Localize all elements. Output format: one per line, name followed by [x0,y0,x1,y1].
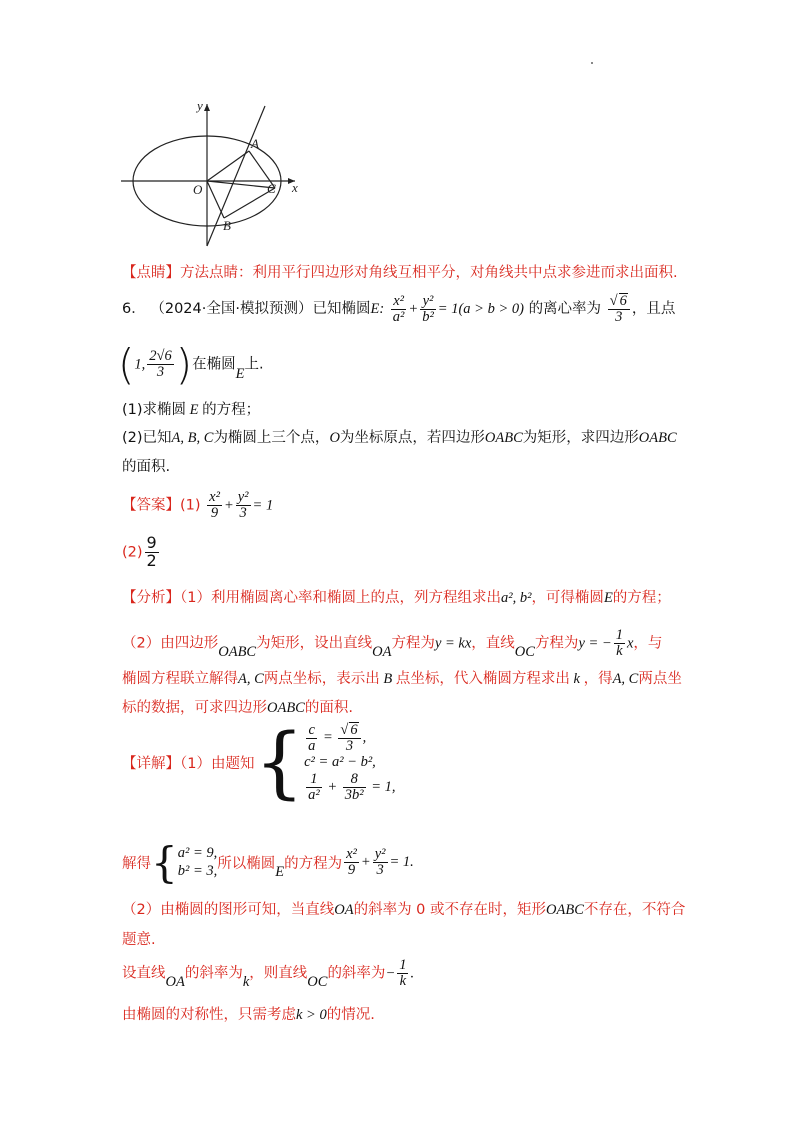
analysis-2c: 方程为 [391,635,435,652]
problem-source: （2024·全国·模拟预测）已知椭圆 [150,301,371,318]
analysis-line4: 标的数据，可求四边形OABC的面积. [122,700,353,716]
analysis-1b: ，可得椭圆 [531,590,604,606]
analysis-line1: 【分析】（1）利用椭圆离心率和椭圆上的点，列方程组求出a², b²，可得椭圆E的方程； [122,590,671,606]
problem-6-line2: (1, $\frac{2√6}{3}$ )在椭圆E上. [118,340,264,389]
problem-6-line1: 6． （2024·全国·模拟预测）已知椭圆E: $\frac{\text{x²}}{\text{a²}}$ + $\frac{\text{y²}}{\text{b²}}$ = 1(a > b > 0) 的离心率为 $\frac{√ 6}{3}$ ，且点 [122,292,676,326]
detail-set-a: 设直线 [122,965,166,982]
q2-quad-2: OABC [638,430,677,446]
dianjing-line [122,261,678,282]
q2-label: (2) [122,430,143,446]
question-2-line1 [122,426,677,447]
eccentricity-value: $\frac{√ 6}{3}$ [608,293,630,325]
analysis-2b: 为矩形，设出直线 [256,635,373,652]
analysis-4b: 的面积. [304,700,353,716]
ellipse-condition: (a > b > 0) [458,301,524,318]
analysis-4a: 标的数据，可求四边形 [122,700,267,716]
label-o: O [193,182,203,197]
answer-tag: 【答案】 [122,497,180,514]
detail-solve-line: 解得{ a² = 9, b² = 3, 所以椭圆E的方程为 $\frac{\text{x²}}{9}$ + $\frac{\text{y²}}{3}$ = 1. [122,838,414,887]
detail-tag: 【详解】 [122,756,180,773]
detail-eq-of: 的方程为 [284,856,343,872]
dianjing-tag: 【点睛】 [122,265,180,281]
q2-text5: 的面积. [122,459,171,475]
dianjing-text: 方法点睛：利用平行四边形对角线互相平分，对角线共中点求参进而求出面积. [180,265,678,281]
detail-p2-line2 [122,928,156,949]
point-text: ，且点 [631,301,676,318]
segment-oa [207,151,249,181]
analysis-tag: 【分析】 [122,590,180,606]
detail-block: 【详解】（1）由题知{ $\frac{c}{a}$ = $\frac{√ 6}{3}$ , c² = a² − b², $\frac{1}{\text{a²}}$ + $\frac{8}{\text{3b²}}$ = 1, [122,717,396,808]
on-ellipse-text: 在椭圆 [192,356,236,373]
q2-quad: OABC [484,430,523,446]
q2-text2: 为椭圆上三个点， [213,430,330,446]
detail-set-b: 的斜率为 [184,965,243,982]
detail-intro: （1）由题知 [180,756,255,773]
y-arrow [204,104,210,111]
analysis-3b: 两点坐标，表示出 [263,671,380,687]
x2-over-a2: $\frac{\text{x²}}{\text{a²}}$ [392,292,405,325]
solve-system: a² = 9, b² = 3, [177,845,218,879]
analysis-1a: （1）利用椭圆离心率和椭圆上的点，列方程组求出 [180,590,501,606]
analysis-line2: （2）由四边形OABC为矩形，设出直线OA方程为y = kx，直线OC方程为y = − $\frac{1}{k}$ x，与 [122,627,663,660]
segment-oc [207,181,275,188]
problem-number: 6． [122,301,146,318]
on-ellipse-end: 上. [244,356,264,373]
detail-p2c: 不存在，不符合 [583,902,686,918]
q2-text3: 为坐标原点，若四边形 [339,430,485,446]
detail-sym-line: 由椭圆的对称性，只需考虑k > 0的情况. [122,1007,375,1023]
point-y: $\frac{2√6}{3}$ [149,347,172,380]
question-1: (1)求椭圆 E 的方程； [122,402,261,418]
detail-sym-end: 的情况. [326,1007,375,1023]
q2-o: O [329,430,340,446]
analysis-3e: 两点坐 [638,671,682,687]
q2-text1: 已知 [142,430,172,446]
analysis-2f: ，与 [633,635,663,652]
label-a: A [251,136,259,151]
y2-over-b2: $\frac{\text{y²}}{\text{b²}}$ [422,292,434,325]
analysis-3d: ，得 [583,671,613,687]
analysis-2e: 方程为 [534,635,579,652]
detail-p2d: 题意. [122,932,156,948]
answer-line1: 【答案】(1) $\frac{\text{x²}}{9}$ + $\frac{\text{y²}}{3}$ = 1 [122,489,274,522]
analysis-line3: 椭圆方程联立解得A, C两点坐标，表示出 B 点坐标，代入椭圆方程求出 k ，得A, C两点坐 [122,671,682,687]
label-c: C [267,181,276,196]
detail-set-d: 的斜率为 [327,965,386,982]
answer-9-over-2: $\frac{9}{2}$ [146,533,157,570]
point-x: 1, [134,356,146,373]
segment-ob [207,181,224,218]
ellipse-name: E [370,301,380,318]
detail-p2a: （2）由椭圆的图形可知，当直线 [122,902,335,918]
stray-dot [591,62,593,64]
answer-x2-9: $\frac{\text{x²}}{9}$ [209,489,220,522]
q2-text4: 为矩形，求四边形 [522,430,639,446]
analysis-2d: ，直线 [471,635,515,652]
eccentricity-text: 的离心率为 [528,301,602,318]
label-x: x [292,180,298,195]
answer-y2-3: $\frac{\text{y²}}{3}$ [237,489,249,522]
q1-label: (1) [122,402,143,418]
analysis-3c: 点坐标，代入椭圆方程求出 [395,671,570,687]
detail-p2-line1: （2）由椭圆的图形可知，当直线OA的斜率为 0 或不存在时，矩形OABC不存在，不符合 [122,902,686,918]
label-b: B [223,218,231,233]
q2-points: A, B, C [171,430,214,446]
line-through-a [207,106,265,246]
analysis-2a: （2）由四边形 [122,635,219,652]
detail-p2b: 的斜率为 0 或不存在时，矩形 [353,902,547,918]
detail-sym: 由椭圆的对称性，只需考虑 [122,1007,296,1023]
question-2-line2 [122,455,170,476]
detail-set-c: ，则直线 [249,965,308,982]
answer-p1-label: (1) [180,497,201,514]
analysis-3a: 椭圆方程联立解得 [122,671,238,687]
detail-set-line: 设直线OA的斜率为k，则直线OC的斜率为− $\frac{1}{k}$ . [122,957,415,990]
ellipse-figure [115,96,315,256]
q1-end: 的方程； [202,402,261,418]
q1-text: 求椭圆 [142,402,187,418]
answer-line2 [122,535,161,570]
detail-so: 所以椭圆 [217,856,276,872]
analysis-1c: 的方程； [612,590,671,606]
label-y: y [197,98,203,113]
answer-p2-label: (2) [122,544,143,561]
detail-solve: 解得 [122,856,151,872]
detail-system: $\frac{c}{a}$ = $\frac{√ 6}{3}$ , c² = a² − b², $\frac{1}{\text{a²}}$ + $\frac{8}{\text{3b²}}$ = 1, [304,721,396,804]
